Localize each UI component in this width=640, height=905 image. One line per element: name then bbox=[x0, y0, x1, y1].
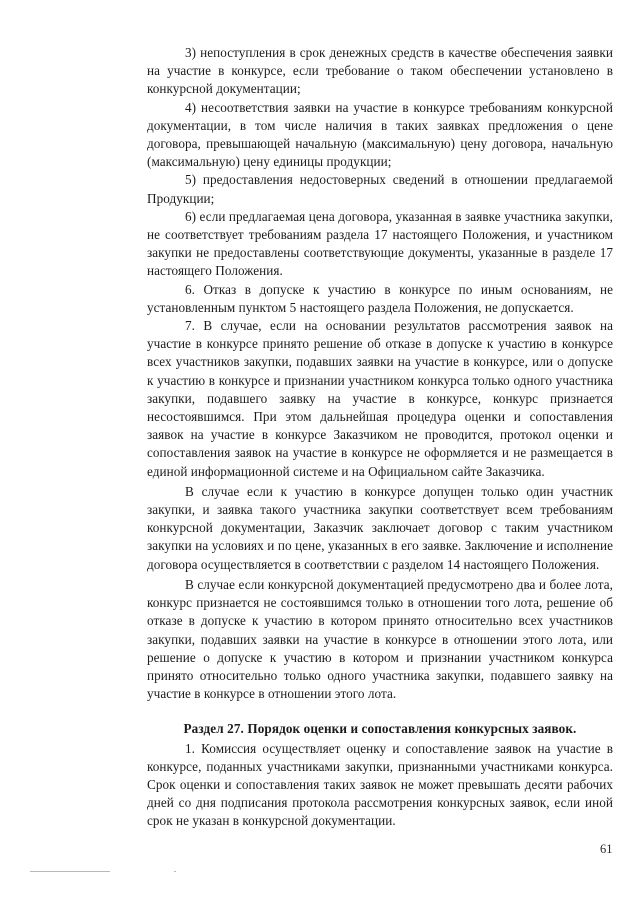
list-item-3: 3) непоступления в срок денежных средств в качестве обеспечения заявки на участие в конкурсе, если требование о таком обеспечении установлено в конкурсной документации; bbox=[147, 45, 613, 97]
list-item-6: 6) если предлагаемая цена договора, указанная в заявке участника закупки, не соответствует требованиям раздела 17 настоящего Положения, и участником закупки не предоставлены соответствующие документы, указанные в разделе 17 настоящего Положения. bbox=[147, 208, 613, 279]
list-item-5: 5) предоставления недостоверных сведений в отношении предлагаемой Продукции; bbox=[147, 172, 613, 206]
section-heading: Раздел 27. Порядок оценки и сопоставления конкурсных заявок. bbox=[183, 721, 577, 737]
scan-artifact bbox=[174, 871, 176, 872]
paragraph-multiple-lots: В случае если конкурсной документацией предусмотрено два и более лота, конкурс признается не состоявшимся только в отношении того лота, решение об отказе в допуске к участию в котором принято относительно всех участников закупки, подавших заявки на участие в конкурсе в отношении этого лота, или решение о допуске к участию в котором и признании участником конкурса принято относительно только одного участника закупки, подавшего заявку на участие в конкурсе в отношении этого лота. bbox=[147, 576, 613, 702]
page-number: 61 bbox=[600, 842, 613, 856]
list-item-4: 4) несоответствия заявки на участие в конкурсе требованиям конкурсной документации, в том числе наличия в таких заявках предложения о цене договора, превышающей начальную (максимальную) цену договора, начальную (максимальную) цену единицы продукции; bbox=[147, 99, 613, 170]
clause-7: 7. В случае, если на основании результатов рассмотрения заявок на участие в конкурсе принято решение об отказе в допуске к участию в конкурсе всех участников закупки, подавших заявки на участие в конкурсе, или о допуске к участию в конкурсе и признании участником конкурса только одного участника закупки, подавшего заявку на участие в конкурсе, конкурс признается несостоявшимся. При этом дальнейшая процедура оценки и сопоставления заявок на участие в конкурсе Заказчиком не проводится, протокол оценки и сопоставления заявок на участие в конкурсе не оформляется и не размещается в единой информационной системе и на Официальном сайте Заказчика. bbox=[147, 318, 613, 479]
clause-6: 6. Отказ в допуске к участию в конкурсе по иным основаниям, не установленным пунктом 5 настоящего раздела Положения, не допускается. bbox=[147, 281, 613, 315]
section-clause-1: 1. Комиссия осуществляет оценку и сопоставление заявок на участие в конкурсе, поданных участниками закупки, признанными участниками конкурса. Срок оценки и сопоставления таких заявок не может превышать десяти рабочих дней со дня подписания протокола рассмотрения конкурсных заявок, если иной срок не указан в конкурсной документации. bbox=[147, 740, 613, 829]
paragraph-single-participant: В случае если к участию в конкурсе допущен только один участник закупки, и заявка такого участника закупки соответствует всем требованиям конкурсной документации, Заказчик заключает договор с таким участником закупки на условиях и по цене, указанных в его заявке. Заключение и исполнение договора осуществляется в соответствии с разделом 14 настоящего Положения. bbox=[147, 483, 613, 572]
scan-artifact bbox=[30, 871, 110, 872]
document-body bbox=[147, 44, 613, 831]
